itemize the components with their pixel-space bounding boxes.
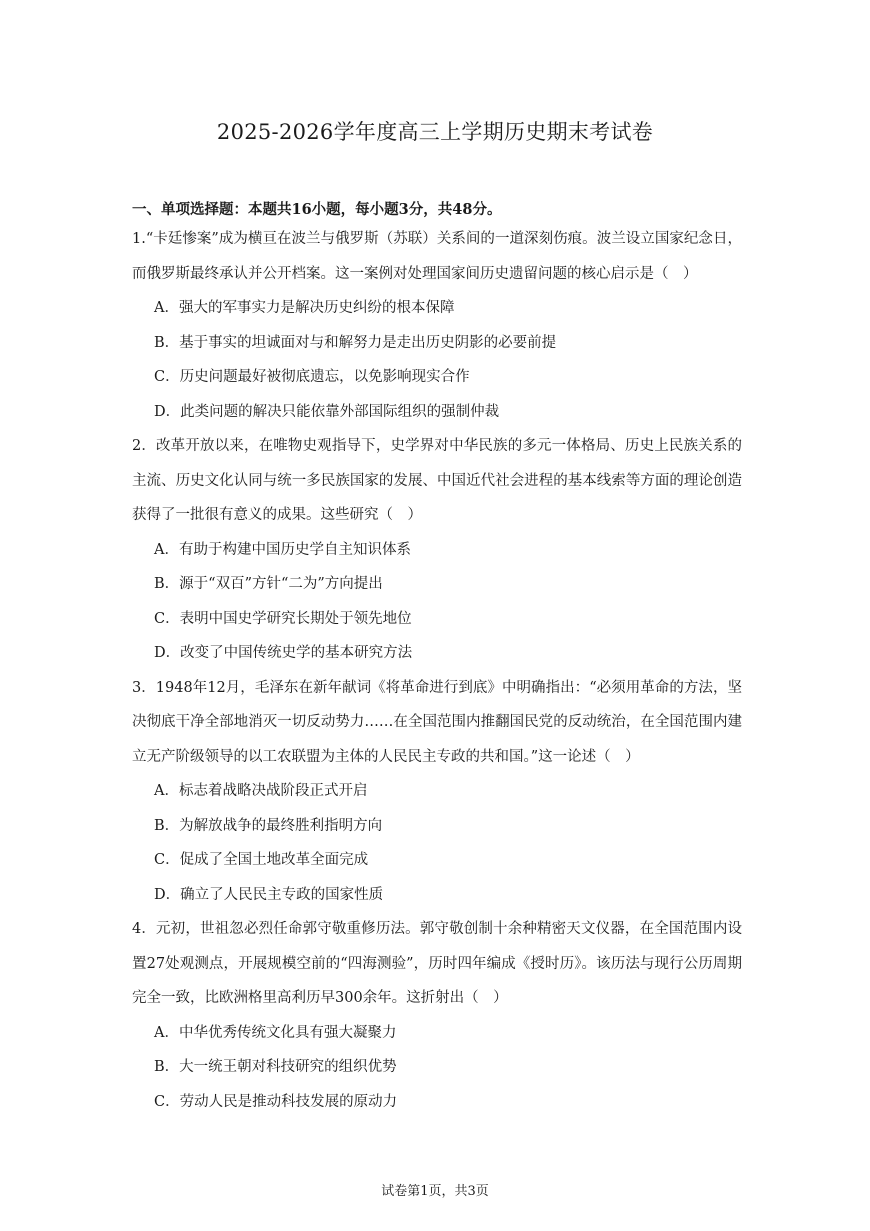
page-footer: 试卷第1页，共3页 [381,1184,489,1199]
option-d: D．确立了人民民主专政的国家性质 [154,886,384,903]
option-d: D．此类问题的解决只能依靠外部国际组织的强制仲裁 [154,403,500,420]
option-b: B．为解放战争的最终胜利指明方向 [154,817,383,834]
question-3 [132,671,742,913]
option-d: D．改变了中国传统史学的基本研究方法 [154,645,413,661]
question-stem: 3．1948年12月，毛泽东在新年献词《将革命进行到底》中明确指出：“必须用革命的方法，坚决彻底干净全部地消灭一切反动势力……在全国范围内推翻国民党的反动统治，在全国范围内建立无产阶级领导的以工农联盟为主体的人民民主专政的共和国。”这一论述（ ） [132,679,742,765]
question-stem: 2．改革开放以来，在唯物史观指导下，史学界对中华民族的多元一体格局、历史上民族关系的主流、历史文化认同与统一多民族国家的发展、中国近代社会进程的基本线索等方面的理论创造获得了一批很有意义的成果。这些研究（ ） [132,438,742,523]
option-a: A．标志着战略决战阶段正式开启 [154,783,368,799]
question-2 [132,429,742,671]
option-c: C．历史问题最好被彻底遗忘，以免影响现实合作 [154,369,470,385]
option-b: B．大一统王朝对科技研究的组织优势 [154,1059,397,1075]
question-4 [132,912,742,1119]
option-b: B．基于事实的坦诚面对与和解努力是走出历史阴影的必要前提 [154,334,557,351]
question-stem: 1.“卡廷惨案”成为横亘在波兰与俄罗斯（苏联）关系间的一道深刻伤痕。波兰设立国家纪念日，而俄罗斯最终承认并公开档案。这一案例对处理国家间历史遗留问题的核心启示是（ ） [132,231,742,282]
option-c: C．表明中国史学研究长期处于领先地位 [154,610,412,627]
option-b: B．源于“双百”方针“二为”方向提出 [154,576,383,592]
option-a: A．中华优秀传统文化具有强大凝聚力 [154,1024,397,1041]
option-c: C．促成了全国土地改革全面完成 [154,852,369,868]
option-a: A．有助于构建中国历史学自主知识体系 [154,541,411,558]
question-1 [132,222,742,429]
page-title: 2025-2026学年度高三上学期历史期末考试卷 [216,120,654,144]
section-header: 一、单项选择题：本题共16小题，每小题3分，共48分。 [132,201,502,218]
question-stem: 4．元初，世祖忽必烈任命郭守敬重修历法。郭守敬创制十余种精密天文仪器，在全国范围内设置27处观测点，开展规模空前的“四海测验”，历时四年编成《授时历》。该历法与现行公历周期完全一致，比欧洲格里高利历早300余年。这折射出（ ） [132,921,742,1006]
exam-content [132,200,742,1119]
option-a: A．强大的军事实力是解决历史纠纷的根本保障 [154,300,455,316]
option-c: C．劳动人民是推动科技发展的原动力 [154,1093,398,1110]
